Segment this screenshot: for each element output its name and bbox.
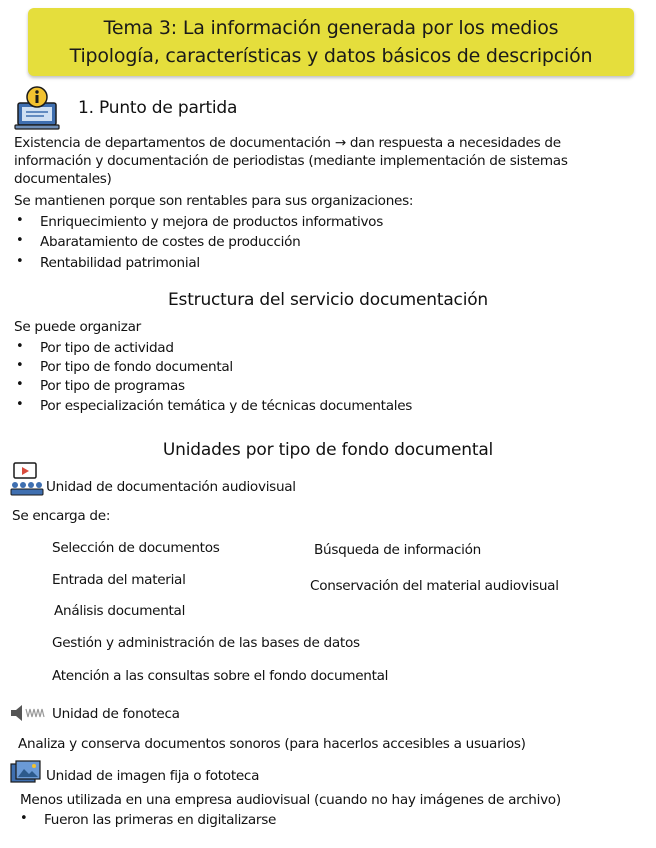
task-item: Atención a las consultas sobre el fondo documental (52, 668, 389, 684)
bullet-dot: • (16, 397, 24, 412)
list-item: Enriquecimiento y mejora de productos informativos (40, 214, 383, 230)
section-1-paragraph-line-3: documentales) (14, 171, 112, 187)
bullet-dot: • (20, 811, 28, 826)
bullet-dot: • (16, 233, 24, 248)
section-1-intro: Se mantienen porque son rentables para sus organizaciones: (14, 193, 414, 209)
unit-fono-desc: Analiza y conserva documentos sonoros (para hacerlos accesibles a usuarios) (18, 736, 526, 752)
bullet-dot: • (16, 377, 24, 392)
task-item: Entrada del material (52, 572, 186, 588)
task-item: Conservación del material audiovisual (310, 578, 559, 594)
unit-foto-title: Unidad de imagen fija o fototeca (46, 768, 260, 784)
task-item: Selección de documentos (52, 540, 220, 556)
list-item: Por tipo de fondo documental (40, 359, 233, 375)
bullet-dot: • (16, 213, 24, 228)
list-item: Por tipo de actividad (40, 340, 174, 356)
photo-gallery-icon (10, 760, 42, 790)
unit-av-title: Unidad de documentación audiovisual (46, 479, 296, 495)
task-item: Búsqueda de información (314, 542, 481, 558)
list-item: Por tipo de programas (40, 378, 185, 394)
title-banner (28, 8, 634, 76)
section-3-heading: Unidades por tipo de fondo documental (162, 440, 494, 460)
section-2-heading: Estructura del servicio documentación (168, 290, 488, 310)
list-item: Rentabilidad patrimonial (40, 255, 200, 271)
task-item: Gestión y administración de las bases de datos (52, 635, 360, 651)
task-item: Análisis documental (54, 603, 186, 619)
section-1-heading: 1. Punto de partida (78, 98, 238, 118)
list-item: Abaratamiento de costes de producción (40, 234, 301, 250)
laptop-info-icon (14, 85, 60, 135)
section-1-paragraph-line-2: información y documentación de periodistas (mediante implementación de sistemas (14, 153, 568, 169)
unit-fono-title: Unidad de fonoteca (52, 706, 180, 722)
list-item: Fueron las primeras en digitalizarse (44, 812, 277, 828)
section-1-paragraph-line-1: Existencia de departamentos de documentación → dan respuesta a necesidades de (14, 135, 561, 151)
unit-foto-desc: Menos utilizada en una empresa audiovisual (cuando no hay imágenes de archivo) (20, 792, 561, 808)
bullet-dot: • (16, 254, 24, 269)
bullet-dot: • (16, 339, 24, 354)
title-line-1: Tema 3: La información generada por los medios (103, 17, 559, 39)
speaker-icon (10, 704, 48, 726)
title-line-2: Tipología, características y datos básicos de descripción (69, 45, 593, 67)
list-item: Por especialización temática y de técnicas documentales (40, 398, 413, 414)
unit-av-intro: Se encarga de: (12, 508, 111, 524)
section-2-intro: Se puede organizar (14, 319, 141, 335)
video-audience-icon (10, 462, 44, 500)
bullet-dot: • (16, 358, 24, 373)
